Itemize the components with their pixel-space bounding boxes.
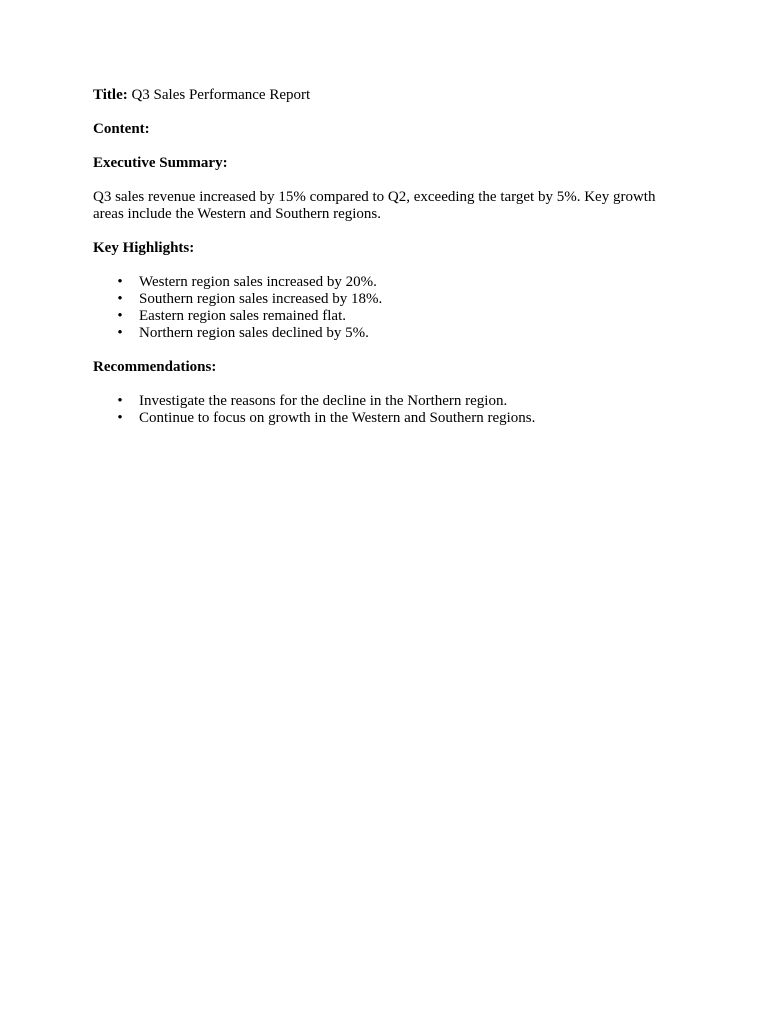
list-item-text: Investigate the reasons for the decline in the Northern region.: [139, 393, 508, 409]
bullet-icon: •: [117, 308, 123, 324]
title-value: Q3 Sales Performance Report: [131, 87, 311, 103]
document-page: [93, 87, 693, 444]
recommendations-list: [93, 393, 693, 427]
executive-summary-heading: Executive Summary:: [93, 155, 228, 171]
key-highlights-heading: Key Highlights:: [93, 240, 195, 256]
executive-summary-text: Q3 sales revenue increased by 15% compared to Q2, exceeding the target by 5%. Key growth areas include the Western and Southern regions.: [93, 189, 656, 222]
title-label: Title:: [93, 87, 128, 103]
bullet-icon: •: [117, 325, 123, 341]
list-item: [93, 325, 693, 342]
recommendations-heading: Recommendations:: [93, 359, 217, 375]
bullet-icon: •: [117, 274, 123, 290]
title-line: [93, 87, 693, 104]
list-item: [93, 393, 693, 410]
list-item-text: Southern region sales increased by 18%.: [139, 291, 383, 307]
key-highlights-list: [93, 274, 693, 342]
list-item: [93, 291, 693, 308]
bullet-icon: •: [117, 393, 123, 409]
list-item-text: Northern region sales declined by 5%.: [139, 325, 369, 341]
list-item: [93, 274, 693, 291]
bullet-icon: •: [117, 291, 123, 307]
bullet-icon: •: [117, 410, 123, 426]
list-item: [93, 308, 693, 325]
list-item-text: Continue to focus on growth in the Western and Southern regions.: [139, 410, 536, 426]
list-item-text: Western region sales increased by 20%.: [139, 274, 377, 290]
content-label: Content:: [93, 121, 150, 137]
list-item: [93, 410, 693, 427]
list-item-text: Eastern region sales remained flat.: [139, 308, 346, 324]
